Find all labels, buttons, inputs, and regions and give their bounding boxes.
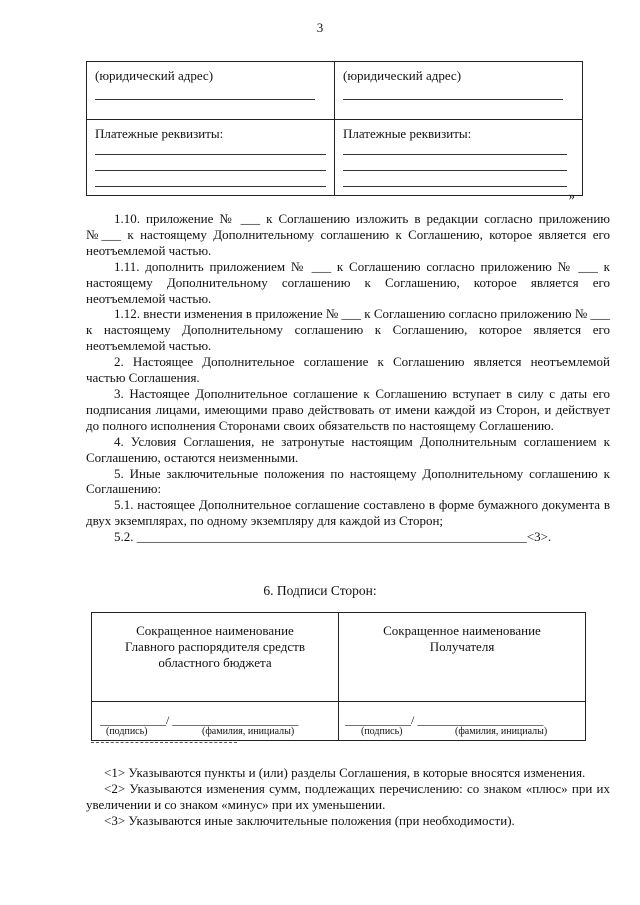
right-payment-line-1 <box>343 154 567 155</box>
closing-quote: » <box>568 188 575 203</box>
left-signature-caption: (подпись) <box>106 726 148 737</box>
footnote-2: <2> Указываются изменения сумм, подлежащих перечислению: со знаком «плюс» при их увеличении и со знаком «минус» при их уменьшении. <box>86 781 610 812</box>
right-party-name: Сокращенное наименование Получателя <box>383 623 541 654</box>
footnote-3: <3> Указываются иные заключительные положения (при необходимости). <box>104 813 515 828</box>
right-payment-label: Платежные реквизиты: <box>343 126 472 141</box>
signatures-table <box>91 612 586 741</box>
right-signature-cell <box>339 702 586 741</box>
right-party-header <box>339 613 586 702</box>
right-address-cell <box>335 62 583 120</box>
right-payment-cell <box>335 120 583 203</box>
clause-2: 2. Настоящее Дополнительное соглашение к Соглашению является неотъемлемой частью Соглашения. <box>86 354 610 386</box>
clause-1-12: 1.12. внести изменения в приложение № ___ к Соглашению согласно приложению № ___ к настоящему Дополнительному соглашению к Соглашению, которое является его неотъемлемой частью. <box>86 306 610 354</box>
right-payment-line-2 <box>343 170 567 171</box>
amendment-clauses <box>86 211 610 545</box>
left-payment-line-1 <box>95 154 326 155</box>
clause-5-2: 5.2. ____________________________________________________________<3>. <box>114 529 552 545</box>
right-name-caption: (фамилия, инициалы) <box>455 726 548 737</box>
left-payment-label: Платежные реквизиты: <box>95 126 224 141</box>
left-payment-line-2 <box>95 170 326 171</box>
footnote-1: <1> Указываются пункты и (или) разделы Соглашения, в которые вносятся изменения. <box>104 765 586 780</box>
left-party-name: Сокращенное наименование Главного распорядителя средств областного бюджета <box>125 623 305 670</box>
left-signature-line: ___________/ _____________________ <box>100 713 299 727</box>
right-payment-line-3 <box>343 186 567 187</box>
right-address-label: (юридический адрес) <box>343 68 462 83</box>
clause-5: 5. Иные заключительные положения по настоящему Дополнительному соглашению к Соглашению: <box>86 465 610 497</box>
footnote-separator <box>91 742 237 743</box>
clause-3: 3. Настоящее Дополнительное соглашение к Соглашению вступает в силу с даты его подписания лицами, имеющими право действовать от имени каждой из Сторон, и действует до полного исполнения Сторонами своих обязательств по настоящему Соглашению. <box>86 385 610 433</box>
left-address-label: (юридический адрес) <box>95 68 214 83</box>
page-number: 3 <box>316 20 324 35</box>
right-signature-line: ___________/ _____________________ <box>345 713 544 727</box>
clause-1-10: 1.10. приложение № ___ к Соглашению изложить в редакции согласно приложению №___ к настоящему Дополнительному соглашению к Соглашению, которое является его неотъемлемой частью. <box>86 211 610 258</box>
requisites-table <box>86 61 583 203</box>
left-payment-line-3 <box>95 186 326 187</box>
clause-4: 4. Условия Соглашения, не затронутые настоящим Дополнительным соглашением к Соглашению, остаются неизменными. <box>86 433 610 465</box>
footnotes <box>86 765 610 829</box>
left-address-cell <box>87 62 335 120</box>
left-signature-cell <box>92 702 339 741</box>
left-party-header <box>92 613 339 702</box>
clause-5-1: 5.1. настоящее Дополнительное соглашение составлено в форме бумажного документа в двух экземплярах, по одному экземпляру для каждой из Сторон; <box>86 497 610 529</box>
left-name-caption: (фамилия, инициалы) <box>202 726 295 737</box>
left-payment-cell <box>87 120 335 196</box>
clause-1-11: 1.11. дополнить приложением № ___ к Соглашению согласно приложению № ___ к настоящему Дополнительному соглашению к Соглашению, которое является его неотъемлемой частью. <box>86 258 610 306</box>
right-address-line <box>343 99 563 100</box>
right-signature-caption: (подпись) <box>361 726 403 737</box>
signatures-title: 6. Подписи Сторон: <box>263 583 377 598</box>
left-address-line <box>95 99 315 100</box>
